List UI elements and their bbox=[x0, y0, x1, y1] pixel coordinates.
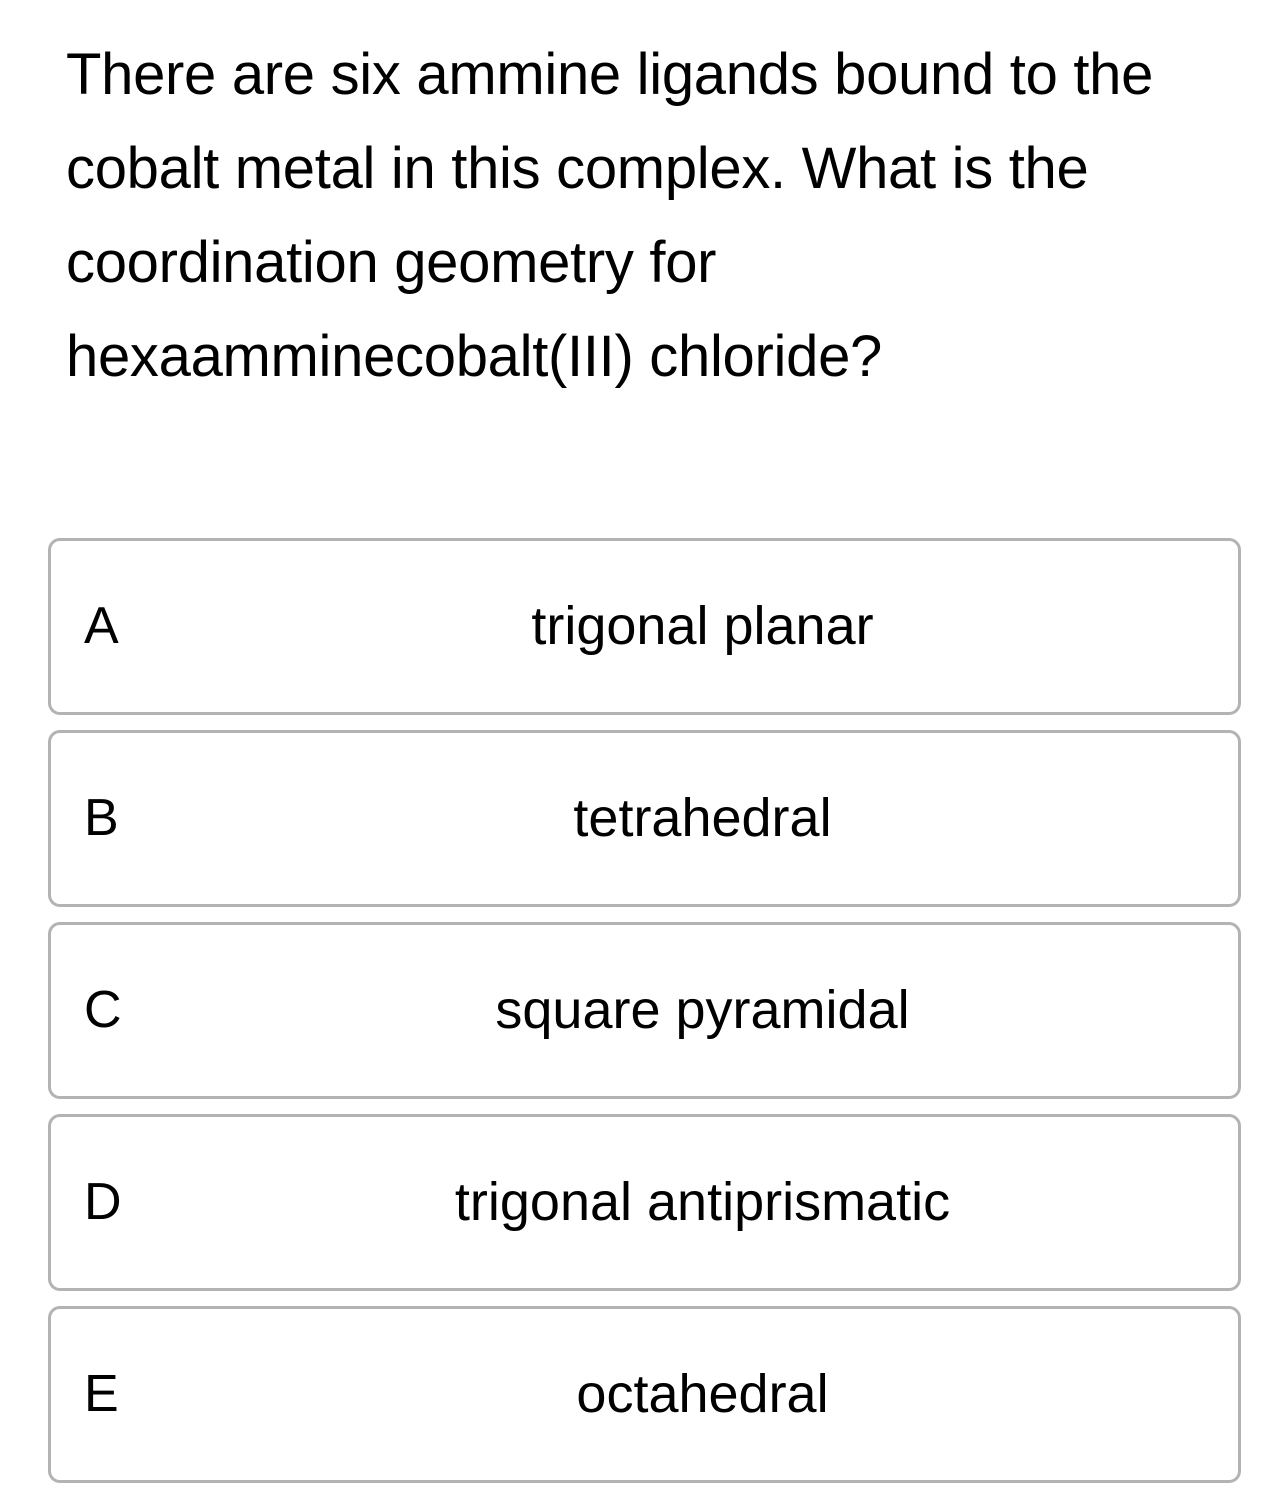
option-letter: B bbox=[84, 789, 119, 847]
option-letter: E bbox=[84, 1365, 119, 1423]
option-letter: C bbox=[84, 981, 122, 1039]
option-d-button[interactable] bbox=[48, 1114, 1241, 1291]
option-label: trigonal planar bbox=[531, 596, 874, 656]
option-c-button[interactable] bbox=[48, 922, 1241, 1099]
option-label: square pyramidal bbox=[495, 980, 910, 1040]
option-e-button[interactable] bbox=[48, 1306, 1241, 1483]
question-text: There are six ammine ligands bound to the cobalt metal in this complex. What is the coordination geometry for hexaamminecobalt(III) chloride? bbox=[66, 42, 1154, 389]
option-letter: D bbox=[84, 1173, 122, 1231]
answer-options bbox=[48, 538, 1241, 1498]
option-label: trigonal antiprismatic bbox=[454, 1172, 951, 1232]
option-a-button[interactable] bbox=[48, 538, 1241, 715]
option-b-button[interactable] bbox=[48, 730, 1241, 907]
option-label: tetrahedral bbox=[573, 788, 832, 848]
option-letter: A bbox=[84, 597, 119, 655]
option-label: octahedral bbox=[576, 1364, 829, 1424]
